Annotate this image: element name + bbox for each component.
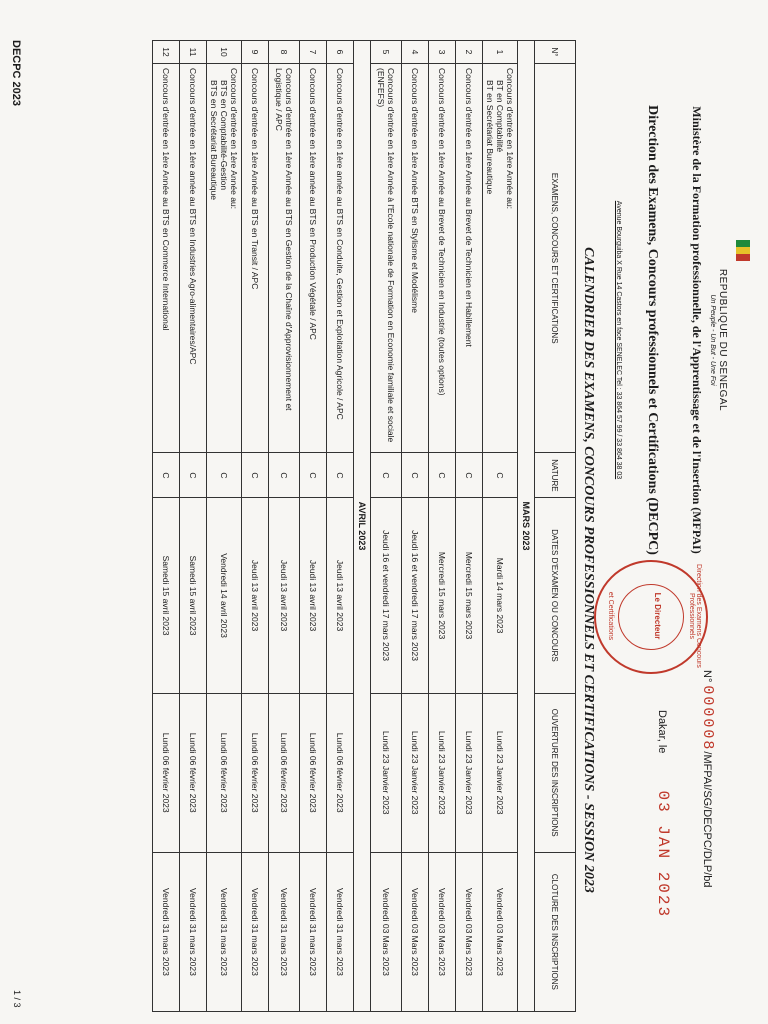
cell-open: [180, 693, 207, 852]
cell-text: Lundi 23 Janvier 2023: [381, 730, 391, 815]
cell-nature: [483, 453, 518, 498]
cell-exam: [207, 64, 242, 453]
month-row-march: [518, 41, 535, 1012]
cell-text: Jeudi 13 avril 2023: [335, 559, 345, 632]
table-row: [153, 41, 180, 1012]
date-label: Dakar, le: [656, 710, 668, 754]
flag-icon: [736, 240, 750, 262]
ref-label: N°: [701, 670, 713, 683]
cell-nature: [429, 453, 456, 498]
cell-text: 11: [188, 47, 198, 57]
cell-text: C: [279, 472, 289, 479]
cell-text: Vendredi 31 mars 2023: [161, 887, 171, 976]
cell-close: [327, 852, 354, 1011]
cell-date: [180, 498, 207, 693]
cell-text: Samedi 15 avril 2023: [161, 555, 171, 636]
cell-text: Jeudi 16 et vendredi 17 mars 2023: [410, 530, 420, 661]
cell-nature: [153, 453, 180, 498]
cell-nature: [180, 453, 207, 498]
cell-text: Vendredi 31 mars 2023: [188, 887, 198, 976]
cell-open: [269, 693, 300, 852]
table-row: [483, 41, 518, 1012]
cell-open: [402, 693, 429, 852]
address-line: Avenue Bourguiba X Rue 14 Castors en face SENELEC Tel : 33 864 57 99 / 33 864 38 03: [615, 200, 622, 480]
cell-open: [242, 693, 269, 852]
col-nature: NATURE: [535, 453, 576, 498]
col-num: N°: [535, 41, 576, 64]
cell-nature: [456, 453, 483, 498]
cell-text: Vendredi 31 mars 2023: [335, 887, 345, 976]
cell-num: [153, 41, 180, 64]
cell-exam: [402, 64, 429, 453]
cell-text: C: [410, 472, 420, 479]
sub-item: BTS en Comptabilité-Gestion: [219, 80, 229, 191]
seal-bottom-text: et Certifications: [607, 591, 614, 641]
cell-date: [207, 498, 242, 693]
cell-text: Lundi 06 février 2023: [279, 732, 289, 813]
cell-exam: [327, 64, 354, 453]
cell-num: [207, 41, 242, 64]
cell-text: C: [188, 472, 198, 479]
cell-text: Concours d'entrée en 1ère Année au Brevet de Technicien en Industrie (toutes options): [437, 68, 447, 396]
cell-nature: [402, 453, 429, 498]
cell-exam: [371, 64, 402, 453]
cell-text: C: [335, 472, 345, 479]
cell-open: [300, 693, 327, 852]
cell-text: Jeudi 16 et vendredi 17 mars 2023: [381, 530, 391, 661]
cell-num: [402, 41, 429, 64]
cell-close: [180, 852, 207, 1011]
col-exam: EXAMENS, CONCOURS ET CERTIFICATIONS: [535, 64, 576, 453]
col-closing: CLOTURE DES INSCRIPTIONS: [535, 852, 576, 1011]
cell-text: Lundi 06 février 2023: [250, 732, 260, 813]
cell-text: Jeudi 13 avril 2023: [250, 559, 260, 632]
cell-text: Samedi 15 avril 2023: [188, 555, 198, 636]
cell-close: [269, 852, 300, 1011]
cell-close: [371, 852, 402, 1011]
date-line: [654, 710, 672, 918]
cell-text: C: [437, 472, 447, 479]
calendar-table: [152, 40, 576, 1012]
cell-close: [483, 852, 518, 1011]
cell-text: Concours d'entrée en 1ère Année au Brevet de Technicien en Habillement: [464, 68, 474, 347]
cell-close: [153, 852, 180, 1011]
cell-text: 2: [464, 49, 474, 55]
cell-num: [371, 41, 402, 64]
footer-label: DECPC 2023: [10, 40, 22, 107]
cell-num: [269, 41, 300, 64]
cell-close: [429, 852, 456, 1011]
cell-text: Concours d'entrée en 1ère Année au BTS en Commerce International: [161, 68, 171, 331]
cell-text: Concours d'entrée en 1ère Année BTS en Stylisme et Modélisme: [410, 68, 420, 313]
cell-text: Mardi 14 mars 2023: [495, 557, 505, 634]
month-label: MARS 2023: [518, 41, 535, 1012]
cell-text: Vendredi 03 Mars 2023: [410, 887, 420, 976]
seal-top-text: Direction des Examens Concours Professionnels: [688, 564, 702, 668]
cell-exam: [429, 64, 456, 453]
cell-text: C: [308, 472, 318, 479]
cell-num: [456, 41, 483, 64]
cell-date: [402, 498, 429, 693]
cell-date: [242, 498, 269, 693]
cell-text: Jeudi 13 avril 2023: [308, 559, 318, 632]
cell-text: Vendredi 31 mars 2023: [308, 887, 318, 976]
cell-date: [153, 498, 180, 693]
table-row: [180, 41, 207, 1012]
cell-text: 12: [161, 47, 171, 57]
cell-text: Concours d'entrée en 1ère Année au BTS en Gestion de la Chaîne d'Approvisionnement et Logistique / APC: [274, 68, 294, 411]
cell-open: [483, 693, 518, 852]
cell-text: Concours d'entrée en 1ère Année au BTS en Transit / APC: [250, 68, 260, 290]
cell-text: Mercredi 15 mars 2023: [464, 551, 474, 640]
cell-exam: [269, 64, 300, 453]
col-dates: DATES D'EXAMEN OU CONCOURS: [535, 498, 576, 693]
cell-num: [300, 41, 327, 64]
cell-text: Vendredi 31 mars 2023: [250, 887, 260, 976]
cell-nature: [242, 453, 269, 498]
cell-exam: [153, 64, 180, 453]
cell-text: Lundi 06 février 2023: [308, 732, 318, 813]
cell-text: Lundi 23 Janvier 2023: [410, 730, 420, 815]
cell-text: 7: [308, 49, 318, 55]
cell-close: [300, 852, 327, 1011]
cell-open: [153, 693, 180, 852]
table-row: [429, 41, 456, 1012]
sub-item: BT en Secrétariat Bureautique: [485, 80, 495, 195]
cell-text: Vendredi 03 Mars 2023: [464, 887, 474, 976]
cell-nature: [371, 453, 402, 498]
cell-text: 5: [381, 49, 391, 55]
cell-text: 8: [279, 49, 289, 55]
cell-exam: [300, 64, 327, 453]
cell-nature: [300, 453, 327, 498]
cell-exam: [242, 64, 269, 453]
sub-item: BT en Comptabilité: [495, 80, 505, 153]
cell-date: [483, 498, 518, 693]
cell-num: [242, 41, 269, 64]
cell-close: [242, 852, 269, 1011]
cell-text: Concours d'entrée en 1ère année au BTS en Industries Agro-alimentaires/APC: [188, 68, 198, 365]
table-row: [242, 41, 269, 1012]
cell-text: 4: [410, 49, 420, 55]
cell-close: [207, 852, 242, 1011]
seal-inner-ring: [618, 584, 684, 650]
cell-text: C: [381, 472, 391, 479]
reference-line: [699, 670, 716, 888]
direction-name: Direction des Examens, Concours professionnels et Certifications (DECPC): [645, 105, 660, 555]
cell-text: 9: [250, 49, 260, 55]
cell-date: [300, 498, 327, 693]
cell-text: Lundi 06 février 2023: [161, 732, 171, 813]
cell-date: [456, 498, 483, 693]
cell-open: [327, 693, 354, 852]
seal-center-text: Le Directeur: [653, 592, 662, 640]
cell-text: Concours d'entrée en 1ère Année au:: [505, 68, 515, 210]
cell-text: Vendredi 31 mars 2023: [279, 887, 289, 976]
month-label: AVRIL 2023: [354, 41, 371, 1012]
table-header-row: [535, 41, 576, 1012]
ref-number: 000008: [699, 685, 716, 752]
page-number: 1 / 3: [12, 990, 22, 1008]
cell-num: [327, 41, 354, 64]
cell-text: Lundi 06 février 2023: [335, 732, 345, 813]
month-row-april: [354, 41, 371, 1012]
official-seal: [594, 560, 708, 674]
cell-text: Concours d'entrée en 1ère Année à l'Ecole nationale de Formation en Economie familiale et sociale (ENFEFS): [376, 68, 396, 443]
table-row: [207, 41, 242, 1012]
ref-suffix: /MFPAI/SG/DECPC/DLP/bd: [701, 751, 713, 888]
cell-text: Mercredi 15 mars 2023: [437, 551, 447, 640]
cell-text: C: [495, 472, 505, 479]
republic-heading: REPUBLIQUE DU SENEGAL: [717, 268, 728, 412]
cell-text: Vendredi 31 mars 2023: [219, 887, 229, 976]
cell-text: Vendredi 03 Mars 2023: [495, 887, 505, 976]
cell-open: [371, 693, 402, 852]
cell-text: C: [219, 472, 229, 479]
cell-text: 10: [219, 47, 229, 57]
cell-exam: [483, 64, 518, 453]
calendar-title: CALENDRIER DES EXAMENS, CONCOURS PROFESSIONNELS ET CERTIFICATIONS - SESSION 2023: [581, 247, 596, 893]
table-row: [269, 41, 300, 1012]
cell-nature: [207, 453, 242, 498]
cell-text: Jeudi 13 avril 2023: [279, 559, 289, 632]
cell-text: Lundi 06 février 2023: [219, 732, 229, 813]
cell-date: [327, 498, 354, 693]
cell-num: [429, 41, 456, 64]
cell-exam: [456, 64, 483, 453]
cell-text: Vendredi 14 avril 2023: [219, 553, 229, 638]
ministry-name: Ministère de la Formation professionnelle, de l'Apprentissage et de l'Insertion (MFPAI): [690, 106, 704, 554]
cell-text: C: [250, 472, 260, 479]
cell-close: [402, 852, 429, 1011]
cell-date: [429, 498, 456, 693]
cell-date: [371, 498, 402, 693]
cell-num: [180, 41, 207, 64]
cell-date: [269, 498, 300, 693]
cell-text: 1: [495, 49, 505, 55]
cell-text: 6: [335, 49, 345, 55]
table-row: [371, 41, 402, 1012]
col-opening: OUVERTURE DES INSCRIPTIONS: [535, 693, 576, 852]
table-row: [300, 41, 327, 1012]
cell-num: [483, 41, 518, 64]
cell-text: Lundi 23 Janvier 2023: [464, 730, 474, 815]
cell-text: Concours d'entrée en 1ère année au BTS en Conduite, Gestion et Exploitation Agricole / APC: [335, 68, 345, 420]
cell-text: C: [161, 472, 171, 479]
date-stamp: 03 JAN 2023: [654, 790, 672, 919]
cell-text: Lundi 23 Janvier 2023: [495, 730, 505, 815]
cell-nature: [269, 453, 300, 498]
cell-text: Concours d'entrée en 1ère Année au:: [229, 68, 239, 210]
cell-text: Concours d'entrée en 1ère année au BTS en Production Végétale / APC: [308, 68, 318, 340]
cell-open: [456, 693, 483, 852]
cell-open: [207, 693, 242, 852]
sub-item: BTS en Secrétariat Bureautique: [209, 80, 219, 201]
table-row: [402, 41, 429, 1012]
table-row: [456, 41, 483, 1012]
cell-nature: [327, 453, 354, 498]
cell-close: [456, 852, 483, 1011]
cell-open: [429, 693, 456, 852]
cell-text: Lundi 23 Janvier 2023: [437, 730, 447, 815]
republic-motto: Un Peuple - Un But - Une Foi: [709, 294, 716, 386]
table-row: [327, 41, 354, 1012]
cell-text: Lundi 06 février 2023: [188, 732, 198, 813]
cell-text: C: [464, 472, 474, 479]
cell-text: Vendredi 03 Mars 2023: [437, 887, 447, 976]
cell-exam: [180, 64, 207, 453]
cell-text: Vendredi 03 Mars 2023: [381, 887, 391, 976]
cell-text: 3: [437, 49, 447, 55]
